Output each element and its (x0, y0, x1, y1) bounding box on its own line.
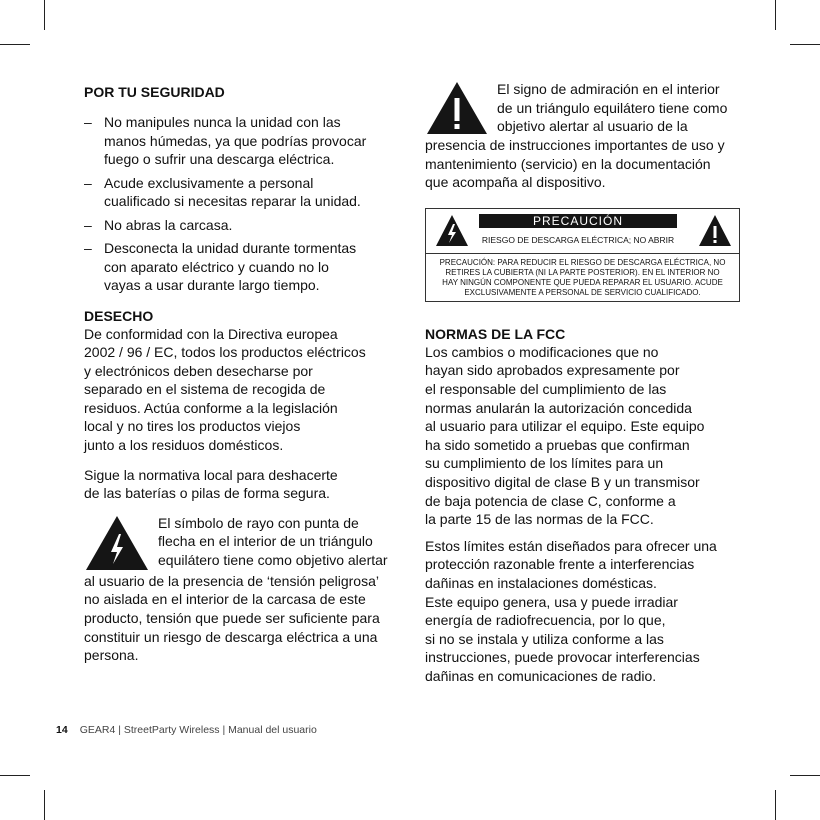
caution-banner: PRECAUCIÓN (479, 214, 677, 228)
crop-mark (790, 775, 820, 776)
exclamation-warning-icon (425, 80, 489, 136)
divider (426, 253, 739, 254)
disposal-text: De conformidad con la Directiva europea 2002 / 96 / EC, todos los productos eléctricos y electrónicos deben desecharse por separado en el sistema de recogida de residuos. Actúa conforme a la legislación local y no tires los productos viejos junto a los residuos domésticos. (84, 325, 366, 454)
battery-text: Sigue la normativa local para deshacerte de las baterías o pilas de forma segura. (84, 466, 338, 502)
safety-heading: POR TU SEGURIDAD (84, 84, 225, 100)
right-column (425, 80, 740, 685)
crop-mark (0, 775, 30, 776)
caution-subtitle: RIESGO DE DESCARGA ELÉCTRICA; NO ABRIR (481, 234, 675, 245)
lightning-note: El símbolo de rayo con punta de flecha en el interior de un triángulo equilátero tiene como objetivo alertar al usuario de la presencia de ‘tensión peligrosa’ no aislada en el interior de la carcasa de este producto, tensión que puede ser suficiente para constituir un riesgo de descarga eléctrica a una persona. (84, 514, 388, 664)
lightning-warning-icon (84, 514, 150, 572)
crop-mark (790, 44, 820, 45)
exclamation-note: El signo de admiración en el interior de un triángulo equilátero tiene como objetivo alertar al usuario de la presencia de instrucciones importantes de uso y mantenimiento (servicio) en la documentación que acompaña al dispositivo. (425, 81, 728, 191)
crop-mark (0, 44, 30, 45)
caution-body: PRECAUCIÓN: PARA REDUCIR EL RIESGO DE DESCARGA ELÉCTRICA, NO RETIRES LA CUBIERTA (NI LA PARTE POSTERIOR). EN EL INTERIOR NO HAY NINGÚN COMPONENTE QUE PUEDA REPARAR EL USUARIO. ACUDE EXCLUSIVAMENTE A PERSONAL DE SERVICIO CUALIFICADO. (439, 257, 726, 297)
crop-mark (44, 0, 45, 30)
footer-text: GEAR4 | StreetParty Wireless | Manual del usuario (79, 724, 317, 736)
crop-mark (44, 790, 45, 820)
list-item: – No manipules nunca la unidad con las manos húmedas, ya que podrías provocar fuego o sufrir una descarga eléctrica. (84, 114, 367, 167)
fcc-heading: NORMAS DE LA FCC (425, 325, 566, 342)
disposal-heading: DESECHO (84, 307, 154, 324)
safety-list (84, 113, 396, 295)
exclamation-warning-icon (698, 214, 732, 248)
list-item: – No abras la carcasa. (84, 216, 233, 233)
list-item: – Acude exclusivamente a personal cualificado si necesitas reparar la unidad. (84, 174, 361, 209)
crop-mark (775, 790, 776, 820)
page-number: 14 (56, 724, 68, 736)
lightning-warning-icon (435, 214, 469, 248)
left-column (84, 80, 396, 665)
fcc-text: Los cambios o modificaciones que no hayan sido aprobados expresamente por el responsable del cumplimiento de las normas anularán la autorización concedida al usuario para utilizar el equipo. Este equipo ha sido sometido a pruebas que confirman su cumplimiento de los límites para un dispositivo digital de clase B y un transmisor de baja potencia de clase C, conforme a la parte 15 de las normas de la FCC. (425, 343, 705, 528)
list-item: – Desconecta la unidad durante tormentas con aparato eléctrico y cuando no lo vayas a usar durante largo tiempo. (84, 240, 357, 293)
page-footer (56, 724, 317, 736)
fcc-text-2: Estos límites están diseñados para ofrecer una protección razonable frente a interferencias dañinas en instalaciones domésticas. Este equipo genera, usa y puede irradiar energía de radiofrecuencia, por lo que, si no se instala y utiliza conforme a las instrucciones, puede provocar interferencias dañinas en comunicaciones de radio. (425, 537, 717, 684)
crop-mark (775, 0, 776, 30)
caution-label (425, 208, 740, 302)
